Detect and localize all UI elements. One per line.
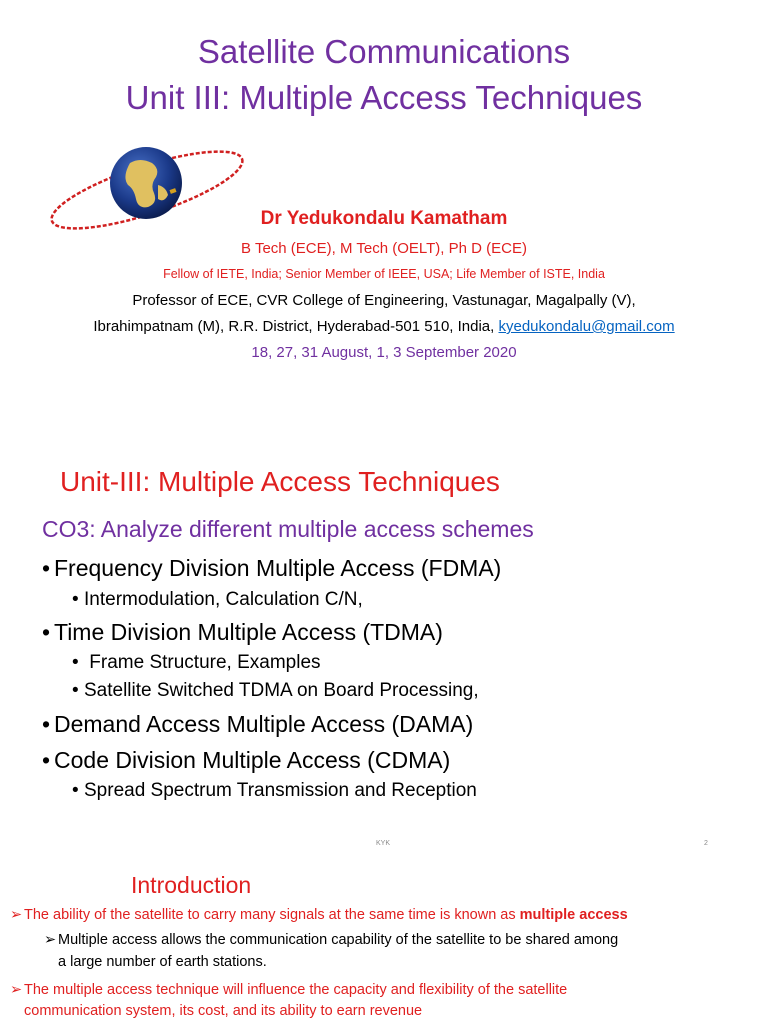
arrow-bullet-icon: ➢ [44, 932, 57, 948]
slide1-degrees: B Tech (ECE), M Tech (OELT), Ph D (ECE) [241, 240, 527, 257]
point-2 [10, 982, 567, 998]
bullet-text: Spread Spectrum Transmission and Reception [84, 780, 477, 801]
bullet-text: Frequency Division Multiple Access (FDMA) [54, 555, 502, 581]
email-link[interactable]: kyedukondalu@gmail.com [498, 318, 675, 335]
point-text: The multiple access technique will influence the capacity and flexibility of the satellite [24, 982, 568, 998]
bullet-l2: • Frame Structure, Examples [72, 652, 321, 673]
slide1-affiliation-line2 [0, 318, 768, 335]
point-1 [10, 907, 628, 923]
bullet-l1: • Frequency Division Multiple Access (FDMA) [42, 555, 502, 581]
slide3-heading: Introduction [131, 872, 252, 898]
slide2-course-outcome: CO3: Analyze different multiple access schemes [42, 516, 534, 542]
affiliation-address: Ibrahimpatnam (M), R.R. District, Hyderabad-501 510, India, [93, 318, 499, 335]
slide1-author: Dr Yedukondalu Kamatham [260, 208, 508, 229]
footer-author: KYK [376, 840, 391, 847]
arrow-bullet-icon: ➢ [10, 982, 23, 998]
bullet-text: Frame Structure, Examples [84, 652, 321, 673]
slide2-heading: Unit-III: Multiple Access Techniques [60, 466, 500, 497]
sub-point-1-line2: a large number of earth stations. [58, 954, 267, 970]
globe-with-satellite-orbit-icon [42, 145, 252, 245]
bullet-text: Code Division Multiple Access (CDMA) [54, 747, 451, 773]
slide1-memberships: Fellow of IETE, India; Senior Member of IEEE, USA; Life Member of ISTE, India [163, 267, 605, 281]
slide1-title-line1: Satellite Communications [197, 33, 571, 70]
footer-page-number: 2 [704, 840, 708, 847]
slide1-title-line2: Unit III: Multiple Access Techniques [125, 79, 643, 116]
bullet-text: Demand Access Multiple Access (DAMA) [54, 711, 474, 737]
bullet-text: Satellite Switched TDMA on Board Processing, [84, 680, 479, 701]
sub-point-text: Multiple access allows the communication capability of the satellite to be shared among [58, 932, 619, 948]
bullet-text: Time Division Multiple Access (TDMA) [54, 619, 443, 645]
bullet-l1: • Demand Access Multiple Access (DAMA) [42, 711, 474, 737]
sub-point-1 [44, 932, 618, 948]
bullet-l2: • Spread Spectrum Transmission and Reception [72, 780, 477, 801]
point-2-line2: communication system, its cost, and its ability to earn revenue [24, 1003, 423, 1019]
arrow-bullet-icon: ➢ [10, 907, 23, 923]
point-bold-text: multiple access [519, 907, 628, 923]
slide1-dates: 18, 27, 31 August, 1, 3 September 2020 [251, 344, 517, 361]
bullet-l1: • Time Division Multiple Access (TDMA) [42, 619, 443, 645]
point-text: The ability of the satellite to carry many signals at the same time is known as [24, 907, 520, 923]
bullet-l1: • Code Division Multiple Access (CDMA) [42, 747, 451, 773]
bullet-text: Intermodulation, Calculation C/N, [84, 589, 363, 610]
bullet-l2: • Intermodulation, Calculation C/N, [72, 589, 363, 610]
slide1-affiliation-line1: Professor of ECE, CVR College of Engineering, Vastunagar, Magalpally (V), [132, 292, 636, 309]
bullet-l2: • Satellite Switched TDMA on Board Processing, [72, 680, 479, 701]
